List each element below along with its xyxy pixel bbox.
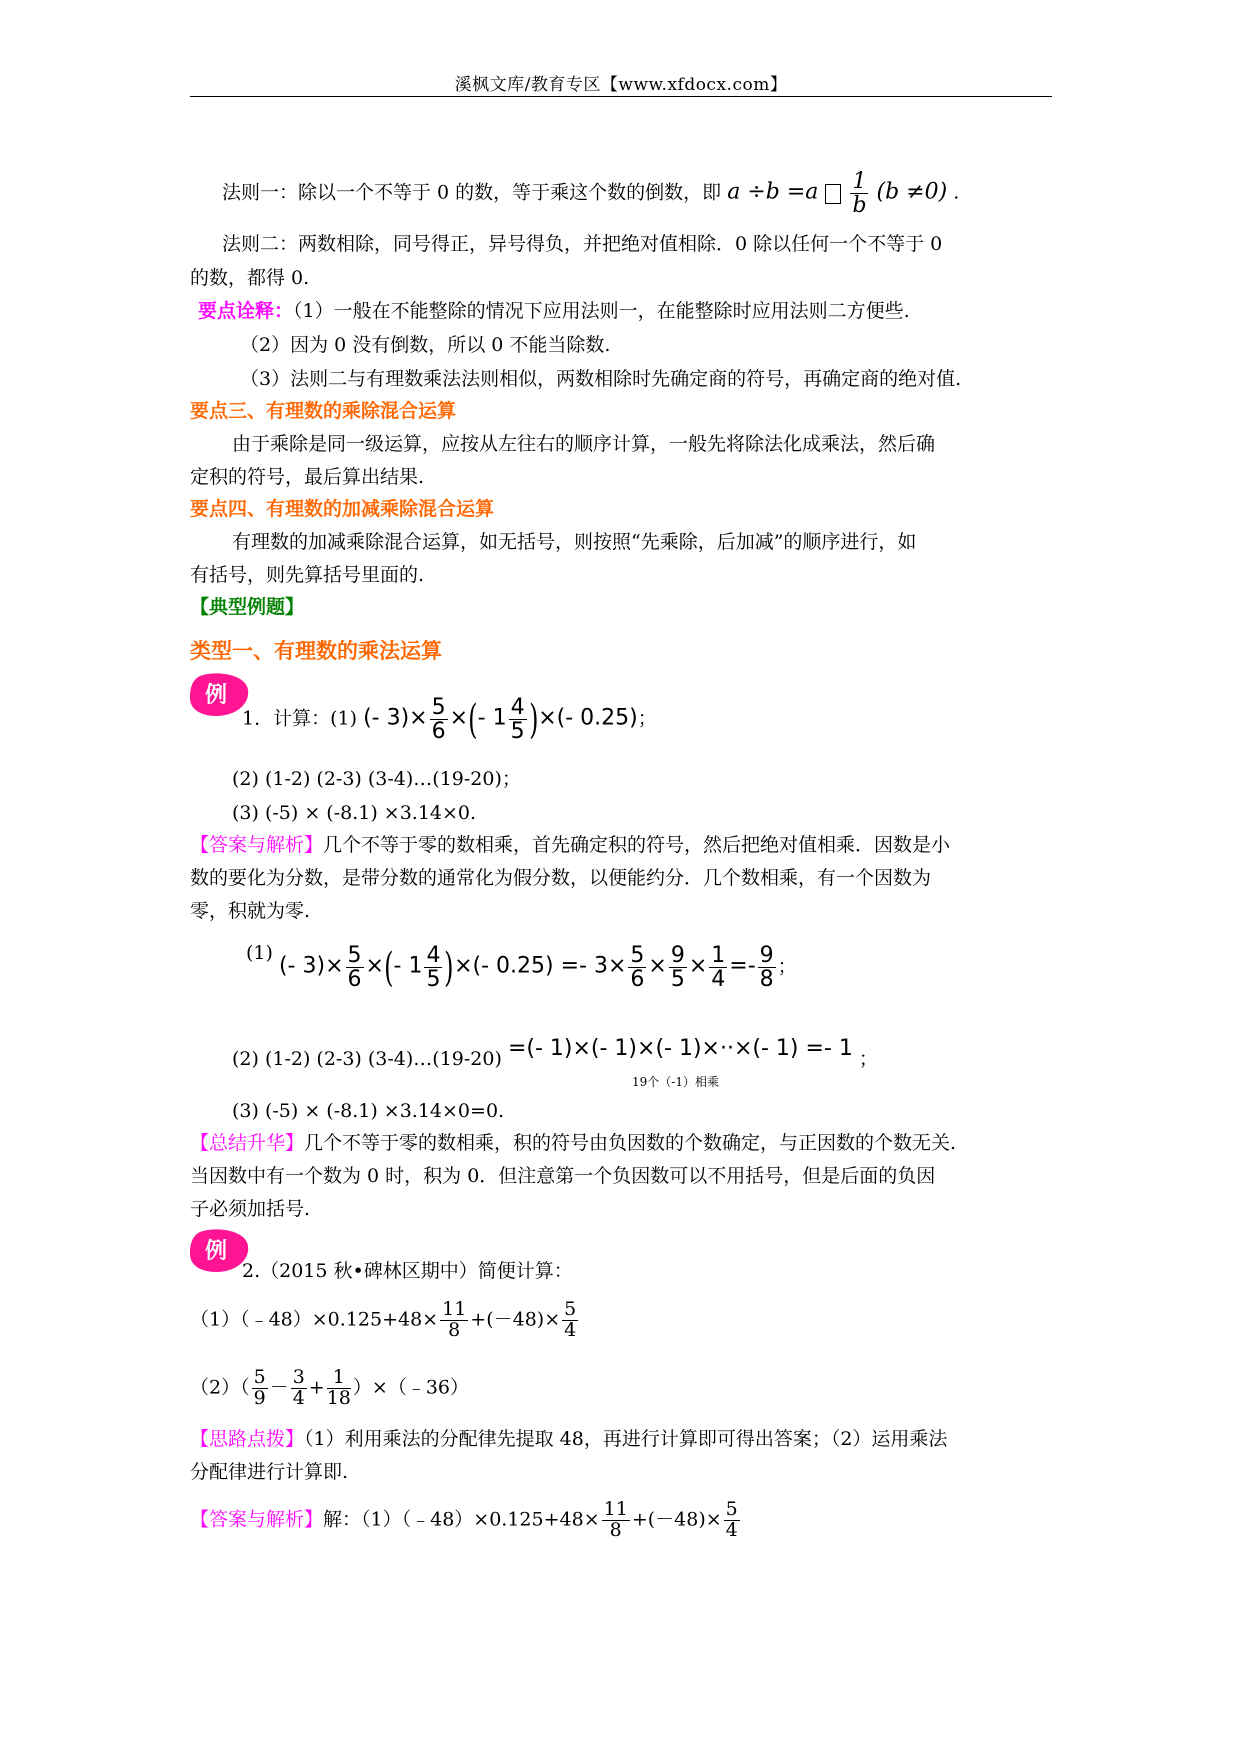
- solution-one-semicolon: ；: [777, 955, 797, 978]
- solution-one: (1) (- 3)× $\frac{5}{6}$ ×(- 1 $\frac{4}{5}$ )×(- 0.25) =- 3× $\frac{5}{6}$ × $\frac{9}{5}$ × $\frac{1}{4}$ =- $\frac{9}{8}$ ；: [246, 942, 797, 993]
- ex1-times: ×: [449, 705, 469, 731]
- solution-frac-5: $\frac{1}{4}$: [711, 943, 726, 993]
- key-notes: [198, 302, 910, 321]
- ex2-q2-frac-2: $\frac{3}{4}$: [292, 1366, 305, 1409]
- point-three-line1: 由于乘除是同一级运算，应按从左往右的顺序计算，一般先将除法化成乘法，然后确: [232, 433, 936, 455]
- solution-frac-3: $\frac{5}{6}$: [630, 943, 645, 993]
- ex1-frac-1: $\frac{5}{6}$: [431, 695, 446, 745]
- solution-two-semicolon: ；: [858, 1048, 878, 1070]
- example-one-question: [242, 696, 657, 743]
- ex1-mixed-whole: - 1: [477, 705, 507, 731]
- key-notes-label: 要点诠释：: [198, 300, 294, 322]
- ex2-q2-post: ）×（﹣36）: [352, 1376, 470, 1399]
- example-one-part2: (2) (1-2) (2-3) (3-4)…(19-20)；: [232, 768, 521, 790]
- summary-label: 【总结升华】: [190, 1132, 305, 1154]
- solution-one-b: ×(- 0.25) =- 3×: [454, 953, 627, 979]
- solution-one-times: ×: [365, 953, 384, 979]
- answer-two-pre: 解：（1）（﹣48）×0.125+48×: [323, 1508, 600, 1531]
- missing-glyph-box: [825, 184, 841, 204]
- solution-two-expr: =(- 1)×(- 1)×(- 1)×··×(- 1) =- 1: [507, 1036, 853, 1061]
- answer-two-frac-1: $\frac{11}{8}$: [603, 1498, 628, 1541]
- svg-text:例: 例: [204, 1239, 228, 1264]
- example-two-q1: [190, 1300, 580, 1341]
- page-header: 溪枫文库/教育专区【www.xfdocx.com】: [454, 75, 788, 95]
- answer-two: [190, 1500, 742, 1541]
- ex2-q1-frac-1: $\frac{11}{8}$: [442, 1298, 467, 1341]
- rule-one-end: .: [953, 181, 960, 204]
- solution-frac-2: $\frac{4}{5}$: [426, 943, 441, 993]
- summary: [190, 1134, 956, 1153]
- solution-three: (3) (-5) × (-8.1) ×3.14×0=0.: [232, 1100, 505, 1122]
- rule-one-condition: (b ≠0): [876, 179, 948, 205]
- answer-two-label: 【答案与解析】: [190, 1508, 324, 1531]
- ex2-q2-plus: +: [308, 1376, 325, 1399]
- summary-line1: 几个不等于零的数相乘，积的符号由负因数的个数确定，与正因数的个数无关.: [304, 1132, 957, 1154]
- ex1-paren-left: (: [468, 696, 478, 743]
- solution-frac-6: $\frac{9}{8}$: [759, 943, 774, 993]
- point-four-line1: 有理数的加减乘除混合运算，如无括号，则按照“先乘除，后加减”的顺序进行，如: [232, 531, 917, 553]
- examples-heading: 【典型例题】: [190, 596, 305, 618]
- rule-one-text: 法则一：除以一个不等于 0 的数，等于乘这个数的倒数，即: [222, 181, 722, 204]
- rule-two-line1: 法则二：两数相除，同号得正，异号得负，并把绝对值相除．0 除以任何一个不等于 0: [222, 233, 943, 255]
- ex1-paren-right: ): [528, 696, 539, 743]
- answer-one-line3: 零，积就为零.: [190, 900, 311, 922]
- type-one-title: 类型一、有理数的乘法运算: [190, 638, 442, 663]
- solution-frac-1: $\frac{5}{6}$: [347, 943, 362, 993]
- key-note-3: （3）法则二与有理数乘法法则相似，两数相除时先确定商的符号，再确定商的绝对值.: [240, 368, 962, 390]
- answer-two-frac-2: $\frac{5}{4}$: [725, 1498, 738, 1541]
- solution-one-label: (1): [246, 942, 273, 964]
- summary-line3: 子必须加括号.: [190, 1198, 311, 1220]
- ex2-q1-frac-2: $\frac{5}{4}$: [564, 1298, 577, 1341]
- reciprocal-fraction: $\frac{1}{b}$: [852, 169, 867, 219]
- answer-one-line1: 几个不等于零的数相乘，首先确定积的符号，然后把绝对值相乘．因数是小: [323, 834, 951, 856]
- hint-line2: 分配律进行计算即.: [190, 1461, 349, 1483]
- example-one-part3: (3) (-5) × (-8.1) ×3.14×0.: [232, 802, 477, 824]
- answer-one: [190, 836, 950, 855]
- ex1-frac-2: $\frac{4}{5}$: [510, 695, 525, 745]
- hint-line1: （1）利用乘法的分配律先提取 48，再进行计算即可得出答案；（2）运用乘法: [304, 1428, 948, 1450]
- solution-paren-left: (: [384, 944, 394, 991]
- rule-two-line2: 的数，都得 0.: [190, 267, 310, 289]
- solution-frac-4: $\frac{9}{5}$: [670, 943, 685, 993]
- solution-paren-right: ): [444, 944, 454, 991]
- summary-line2: 当因数中有一个数为 0 时，积为 0．但注意第一个负因数可以不用括号，但是后面的负因: [190, 1165, 936, 1187]
- ex2-q2-minus: －: [269, 1376, 289, 1399]
- answer-two-mid: +(－48)×: [631, 1508, 722, 1531]
- solution-two: [232, 1036, 878, 1070]
- point-three-title: 要点三、有理数的乘除混合运算: [190, 400, 457, 422]
- rule-one: [222, 170, 959, 217]
- answer-one-line2: 数的要化为分数，是带分数的通常化为假分数，以便能约分．几个数相乘，有一个因数为: [190, 867, 932, 889]
- solution-one-eq: =-: [729, 953, 756, 979]
- example-one-prefix: 1．计算：(1): [242, 707, 358, 730]
- ex2-q1-mid: +(－48)×: [470, 1308, 561, 1331]
- solution-mixed-whole: - 1: [393, 953, 423, 979]
- ex2-q1-pre: （1）（﹣48）×0.125+48×: [190, 1308, 439, 1331]
- ex2-q2-pre: （2）（: [190, 1376, 250, 1399]
- solution-one-a: (- 3)×: [278, 953, 344, 979]
- example-two-title: 2.（2015 秋•碑林区期中）简便计算：: [242, 1260, 573, 1282]
- ex2-q2-frac-3: $\frac{1}{18}$: [326, 1366, 351, 1409]
- example-two-q2: [190, 1368, 469, 1409]
- solution-two-label: (2) (1-2) (2-3) (3-4)…(19-20): [232, 1048, 502, 1070]
- answer-one-label: 【答案与解析】: [190, 834, 324, 856]
- header-divider: [190, 96, 1052, 97]
- point-three-line2: 定积的符号，最后算出结果.: [190, 466, 425, 488]
- svg-text:例: 例: [204, 683, 228, 708]
- key-note-1: （1）一般在不能整除的情况下应用法则一，在能整除时应用法则二方便些.: [293, 300, 910, 322]
- ex1-expr-a: (- 3)×: [363, 705, 428, 731]
- solution-two-brace-note: 19个（-1）相乘: [632, 1075, 719, 1089]
- hint-label: 【思路点拨】: [190, 1428, 305, 1450]
- key-note-2: （2）因为 0 没有倒数，所以 0 不能当除数.: [240, 334, 611, 356]
- point-four-line2: 有括号，则先算括号里面的.: [190, 564, 425, 586]
- ex1-expr-b: ×(- 0.25): [538, 705, 638, 731]
- point-four-title: 要点四、有理数的加减乘除混合运算: [190, 498, 495, 520]
- rule-one-formula: a ÷b =a: [727, 179, 819, 205]
- hint: [190, 1430, 947, 1449]
- ex2-q2-frac-1: $\frac{5}{9}$: [253, 1366, 266, 1409]
- ex1-semicolon: ；: [637, 707, 657, 730]
